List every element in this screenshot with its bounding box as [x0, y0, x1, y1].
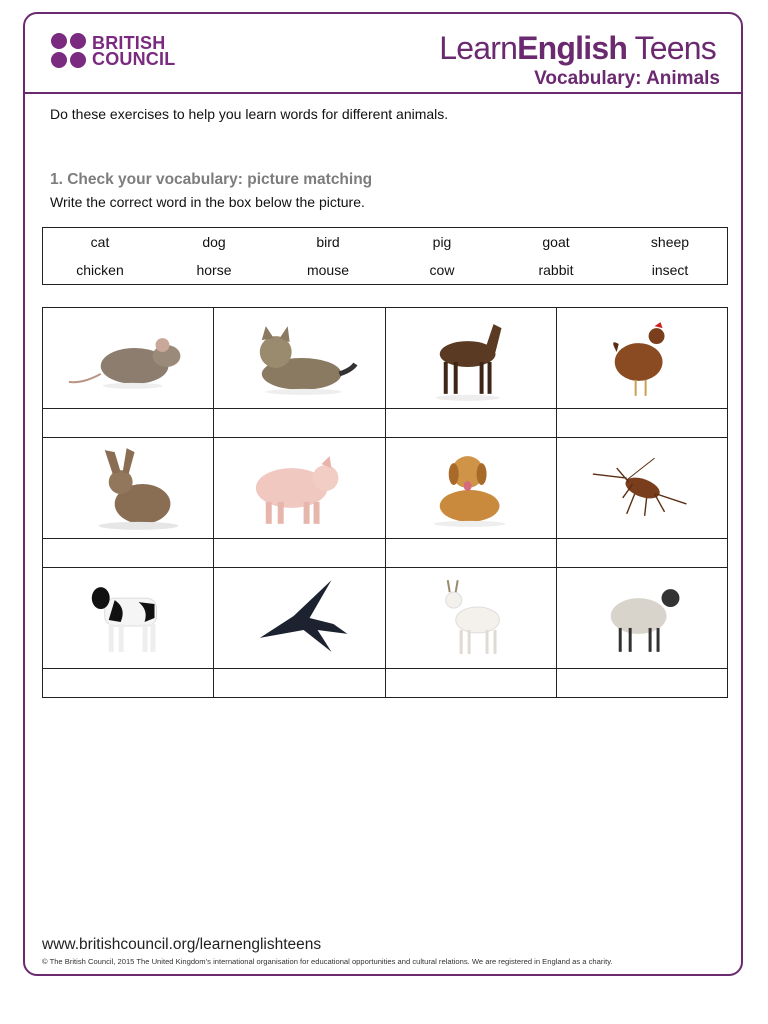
sheep-picture — [556, 568, 727, 669]
answer-box-11[interactable] — [385, 669, 556, 698]
answer-box-9[interactable] — [43, 669, 214, 698]
word-horse: horse — [196, 262, 232, 278]
word-dog: dog — [202, 234, 226, 250]
header-divider — [23, 92, 743, 94]
logo-line-1: BRITISH — [92, 32, 166, 53]
answer-box-6[interactable] — [214, 539, 385, 568]
word-pig: pig — [432, 234, 452, 250]
word-mouse: mouse — [306, 262, 350, 278]
answer-box-5[interactable] — [43, 539, 214, 568]
footer-copyright: © The British Council, 2015 The United Kingdom’s international organisation for educational opportunities and cultural relations. We are registered in England as a charity. — [42, 957, 613, 966]
answer-box-12[interactable] — [556, 669, 727, 698]
brand-english: English — [517, 30, 628, 66]
answer-box-4[interactable] — [556, 409, 727, 438]
answer-box-7[interactable] — [385, 539, 556, 568]
cat-picture — [214, 308, 385, 409]
logo-dots-icon — [51, 33, 86, 68]
word-chicken: chicken — [76, 262, 124, 278]
word-goat: goat — [542, 234, 570, 250]
word-bird: bird — [316, 234, 340, 250]
brand-learn: Learn — [439, 30, 518, 66]
dog-picture — [385, 438, 556, 539]
learnenglish-teens-brand — [439, 30, 716, 67]
british-council-logo — [51, 33, 175, 68]
worksheet-subtitle: Vocabulary: Animals — [534, 68, 720, 89]
insect-picture — [556, 438, 727, 539]
chicken-picture — [556, 308, 727, 409]
rabbit-picture — [43, 438, 214, 539]
mouse-picture — [43, 308, 214, 409]
word-rabbit: rabbit — [538, 262, 574, 278]
horse-picture — [385, 308, 556, 409]
word-cow: cow — [429, 262, 455, 278]
word-cat: cat — [90, 234, 110, 250]
word-bank — [42, 227, 728, 285]
exercise-instruction: Write the correct word in the box below the picture. — [50, 194, 365, 210]
picture-matching-grid — [42, 307, 728, 698]
footer-url-link[interactable]: www.britishcouncil.org/learnenglishteens — [42, 936, 322, 953]
answer-box-8[interactable] — [556, 539, 727, 568]
brand-teens: Teens — [627, 30, 716, 66]
exercise-title: 1. Check your vocabulary: picture matching — [50, 171, 373, 188]
intro-text: Do these exercises to help you learn words for different animals. — [50, 106, 449, 122]
goat-picture — [385, 568, 556, 669]
answer-box-1[interactable] — [43, 409, 214, 438]
logo-line-2: COUNCIL — [92, 48, 176, 69]
answer-box-2[interactable] — [214, 409, 385, 438]
cow-picture — [43, 568, 214, 669]
word-sheep: sheep — [650, 234, 690, 250]
answer-box-10[interactable] — [214, 669, 385, 698]
bird-picture — [214, 568, 385, 669]
word-insect: insect — [651, 262, 689, 278]
pig-picture — [214, 438, 385, 539]
answer-box-3[interactable] — [385, 409, 556, 438]
